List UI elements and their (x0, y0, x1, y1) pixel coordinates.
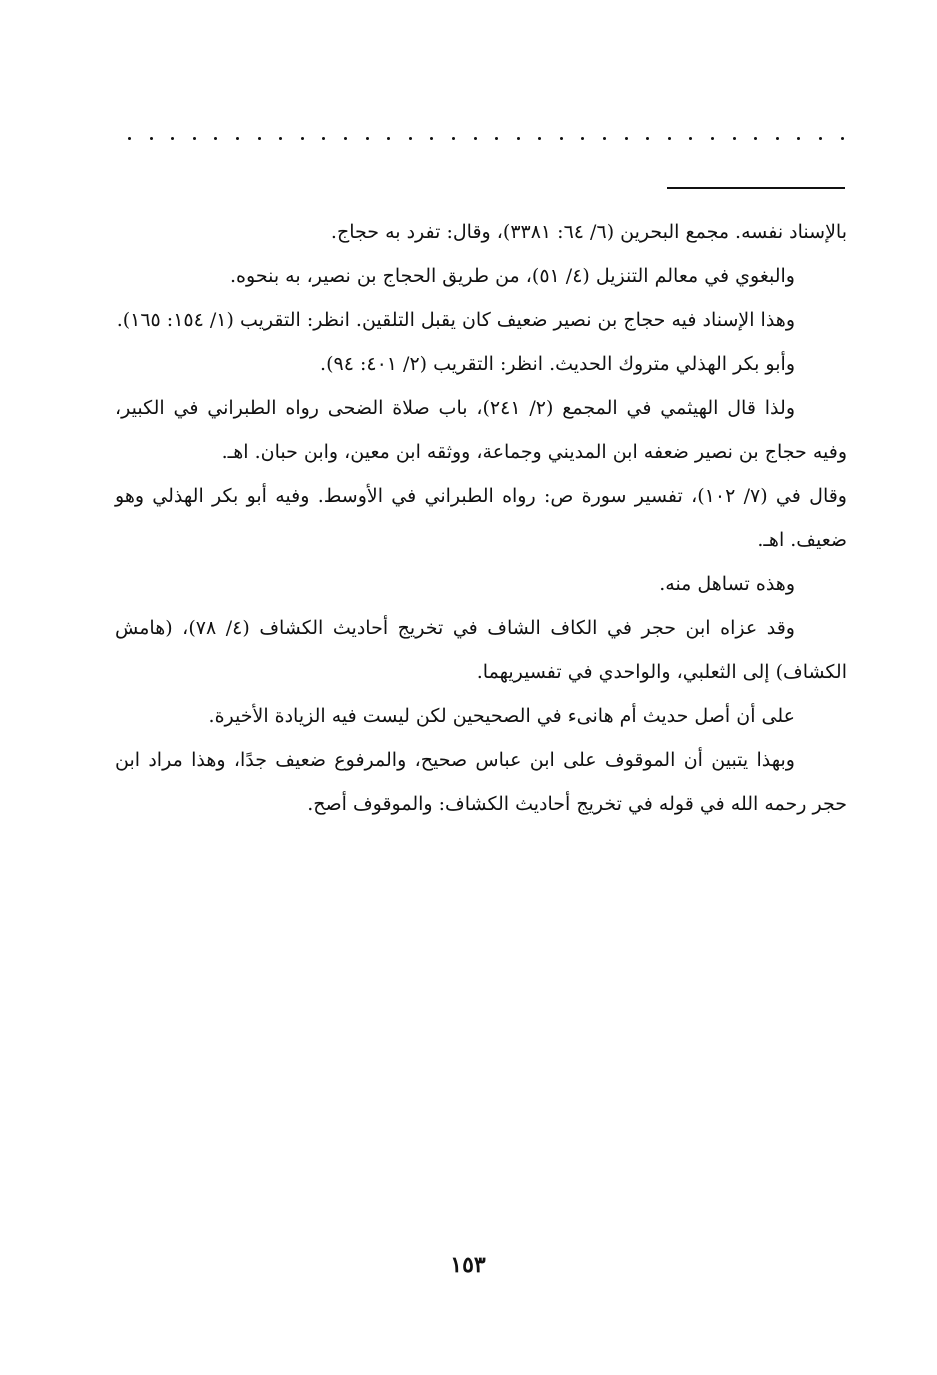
separator-dot (258, 137, 261, 140)
footnote-rule (667, 187, 845, 189)
footnote-line: وأبو بكر الهذلي متروك الحديث. انظر: التقريب (٢/ ٤٠١: ٩٤). (320, 353, 795, 375)
separator-dot (322, 137, 325, 140)
separator-dot (301, 137, 304, 140)
separator-dot (387, 137, 390, 140)
separator-dot (517, 137, 520, 140)
separator-dot (581, 137, 584, 140)
separator-dot (603, 137, 606, 140)
separator-dot (452, 137, 455, 140)
footnote-line: وقال في (٧/ ١٠٢)، تفسير سورة ص: رواه الطبراني في الأوسط. وفيه أبو بكر الهذلي وهو ضعيف. اهـ. (115, 485, 847, 551)
separator-dot (538, 137, 541, 140)
footnote-line: وقد عزاه ابن حجر في الكاف الشاف في تخريج أحاديث الكشاف (٤/ ٧٨)، (هامش الكشاف) إلى الثعلبي، والواحدي في تفسيريهما. (115, 617, 847, 683)
footnote-line: ولذا قال الهيثمي في المجمع (٢/ ٢٤١)، باب صلاة الضحى رواه الطبراني في الكبير، وفيه حجاج بن نصير ضعفه ابن المديني وجماعة، ووثقه ابن معين، وابن حبان. اهـ. (115, 397, 847, 463)
footnote-line: على أن أصل حديث أم هانىء في الصحيحين لكن ليست فيه الزيادة الأخيرة. (208, 705, 795, 727)
separator-dot (841, 137, 844, 140)
footnotes-block (115, 210, 847, 826)
separator-dot (430, 137, 433, 140)
separator-dot (193, 137, 196, 140)
separator-dot (646, 137, 649, 140)
separator-dot (171, 137, 174, 140)
separator-dot (625, 137, 628, 140)
separator-dot (819, 137, 822, 140)
footnote-line: وهذه تساهل منه. (659, 573, 795, 595)
footnote-line: وبهذا يتبين أن الموقوف على ابن عباس صحيح، والمرفوع ضعيف جدًا، وهذا مراد ابن حجر رحمه الله في قوله في تخريج أحاديث الكشاف: والموقوف أصح. (115, 749, 847, 815)
separator-dot (711, 137, 714, 140)
separator-dot (366, 137, 369, 140)
separator-dot (560, 137, 563, 140)
separator-dot (279, 137, 282, 140)
separator-dot (668, 137, 671, 140)
separator-dot (754, 137, 757, 140)
separator-dot (409, 137, 412, 140)
footnote-line: والبغوي في معالم التنزيل (٤/ ٥١)، من طريق الحجاج بن نصير، به بنحوه. (230, 265, 795, 287)
separator-dot (689, 137, 692, 140)
separator-dot (150, 137, 153, 140)
separator-dot (495, 137, 498, 140)
footnote-line: بالإسناد نفسه. مجمع البحرين (٦/ ٦٤: ٣٣٨١)، وقال: تفرد به حجاج. (330, 221, 847, 243)
dotted-separator (128, 128, 844, 148)
page-number: ١٥٣ (450, 1252, 486, 1278)
separator-dot (733, 137, 736, 140)
separator-dot (474, 137, 477, 140)
separator-dot (236, 137, 239, 140)
separator-dot (797, 137, 800, 140)
separator-dot (214, 137, 217, 140)
separator-dot (776, 137, 779, 140)
separator-dot (344, 137, 347, 140)
separator-dot (128, 137, 131, 140)
footnote-line: وهذا الإسناد فيه حجاج بن نصير ضعيف كان يقبل التلقين. انظر: التقريب (١/ ١٥٤: ١٦٥). (116, 309, 795, 331)
